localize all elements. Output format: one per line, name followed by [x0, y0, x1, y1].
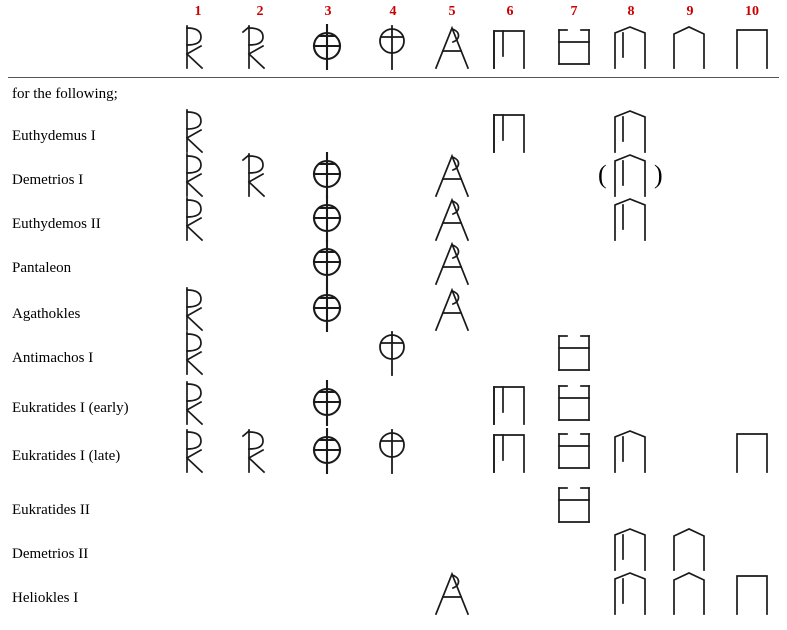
column-number-2: 2: [256, 4, 264, 19]
row-label: Euthydemus I: [12, 128, 96, 144]
header-monogram-5: [433, 24, 493, 70]
header-monogram-1: [179, 24, 239, 70]
monogram-cell: [433, 196, 493, 242]
monogram-cell: [433, 570, 493, 616]
column-number-5: 5: [448, 4, 456, 19]
monogram-cell: [179, 152, 239, 198]
monogram-cell: [433, 286, 493, 332]
column-number-10: 10: [745, 4, 759, 19]
row-label: Heliokles I: [12, 590, 79, 606]
monogram-cell: [555, 380, 615, 426]
monogram-cell: [555, 428, 615, 474]
row-label: Euthydemos II: [12, 216, 101, 232]
monogram-cell: [179, 380, 239, 426]
column-number-1: 1: [194, 4, 202, 19]
monogram-cell: [612, 570, 672, 616]
row-label: Agathokles: [12, 306, 81, 322]
row-label: Antimachos I: [12, 350, 94, 366]
header-monogram-6: [491, 24, 551, 70]
row-label: Demetrios I: [12, 172, 84, 188]
column-number-7: 7: [570, 4, 578, 19]
monogram-cell: [433, 152, 493, 198]
monogram-cell: [733, 428, 787, 474]
header-glyph-row: [0, 24, 787, 70]
monogram-cell: [309, 380, 369, 426]
intro-label: for the following;: [12, 86, 118, 102]
paren-right: ): [654, 160, 663, 189]
monogram-cell: [241, 428, 301, 474]
paren-left: (: [598, 160, 607, 189]
monogram-cell: [491, 428, 551, 474]
table-divider: [8, 77, 779, 78]
monogram-cell: [309, 196, 369, 242]
monogram-cell: [309, 286, 369, 332]
header-monogram-2: [241, 24, 301, 70]
monogram-cell: [179, 428, 239, 474]
monogram-cell: [179, 196, 239, 242]
column-number-6: 6: [506, 4, 514, 19]
monogram-cell: [612, 152, 672, 198]
header-monogram-9: [671, 24, 731, 70]
monogram-cell: [671, 526, 731, 572]
monogram-cell: [309, 152, 369, 198]
header-monogram-4: [374, 24, 434, 70]
monogram-cell: [612, 428, 672, 474]
header-monogram-8: [612, 24, 672, 70]
monogram-cell: [612, 526, 672, 572]
monogram-cell: [733, 570, 787, 616]
monogram-cell: [612, 196, 672, 242]
row-label: Eukratides II: [12, 502, 90, 518]
monogram-cell: [179, 330, 239, 376]
row-label: Eukratides I (late): [12, 448, 121, 464]
monogram-cell: [179, 286, 239, 332]
monogram-cell: [374, 330, 434, 376]
column-number-8: 8: [627, 4, 635, 19]
row-label: Demetrios II: [12, 546, 89, 562]
row-label: Eukratides I (early): [12, 400, 129, 416]
monogram-cell: [491, 108, 551, 154]
monogram-cell: [179, 108, 239, 154]
monogram-cell: [491, 380, 551, 426]
monogram-cell: [433, 240, 493, 286]
row-label: Pantaleon: [12, 260, 72, 276]
monogram-cell: [241, 152, 301, 198]
monogram-cell: [309, 428, 369, 474]
header-monogram-3: [309, 24, 369, 70]
monogram-cell: [612, 108, 672, 154]
header-monogram-10: [733, 24, 787, 70]
header-monogram-7: [555, 24, 615, 70]
column-number-3: 3: [324, 4, 332, 19]
column-number-9: 9: [686, 4, 694, 19]
monogram-cell: [555, 482, 615, 528]
column-header-row: [0, 0, 787, 26]
monogram-cell: [374, 428, 434, 474]
monogram-cell: [309, 240, 369, 286]
monogram-cell: [555, 330, 615, 376]
monogram-cell: [671, 570, 731, 616]
column-number-4: 4: [389, 4, 397, 19]
